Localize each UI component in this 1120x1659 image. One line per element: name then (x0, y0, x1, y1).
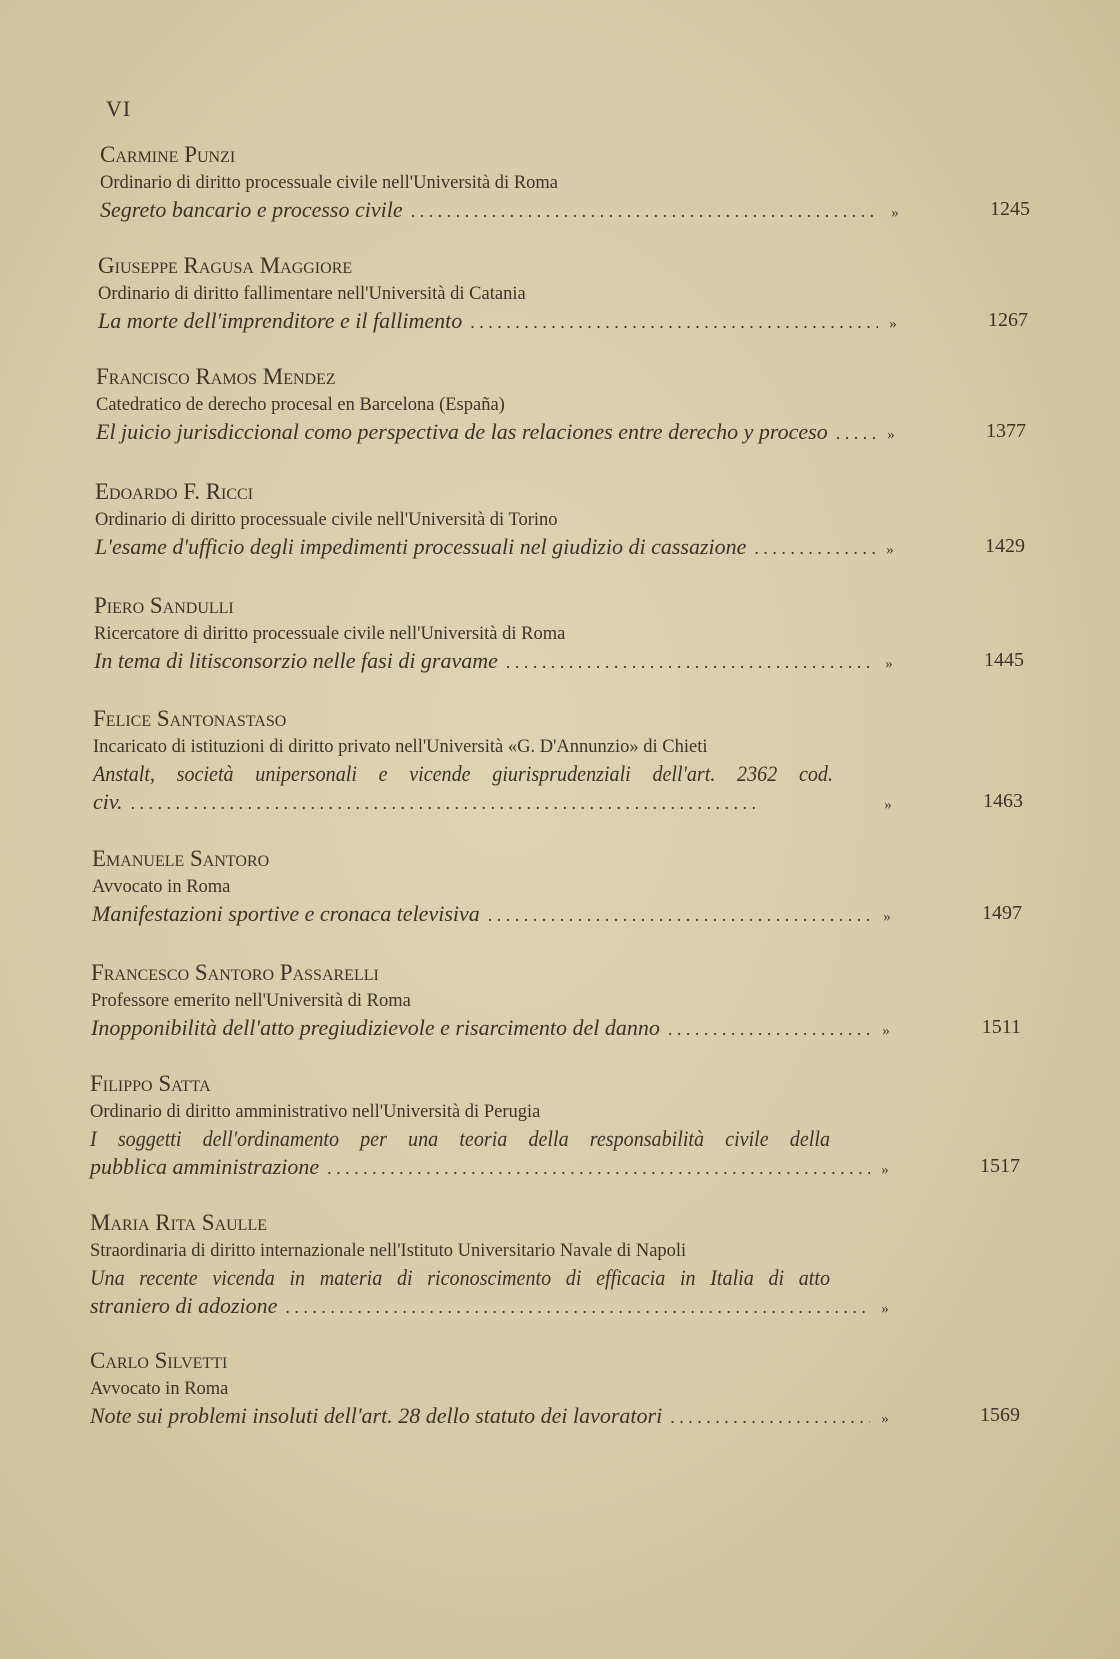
dot-leader (670, 1403, 870, 1431)
author-name: Francisco Ramos Mendez (96, 364, 336, 389)
dot-leader (836, 419, 876, 447)
toc-entry (90, 1210, 1020, 1323)
dot-leader (327, 1154, 870, 1182)
ditto-mark: » (882, 1023, 890, 1039)
article-title: Una recente vicenda in materia di riconoscimento di efficacia in Italia di atto (90, 1265, 830, 1290)
toc-entry (94, 593, 1024, 678)
author-affiliation: Incaricato di istituzioni di diritto privato nell'Università «G. D'Annunzio» di Chieti (93, 737, 708, 757)
article-title: In tema di litisconsorzio nelle fasi di gravame (94, 648, 498, 673)
article-title: pubblica amministrazione (90, 1154, 320, 1179)
article-title-line (90, 1264, 900, 1292)
page-reference: 1377 (986, 420, 1026, 442)
page-reference: 1517 (980, 1155, 1020, 1177)
toc-entry (92, 846, 1022, 931)
ditto-mark: » (887, 427, 895, 443)
toc-entry (100, 142, 1030, 227)
page-reference: 1569 (980, 1404, 1020, 1426)
page-reference: 1245 (990, 198, 1030, 220)
ditto-mark: » (883, 909, 891, 925)
author-affiliation: Ordinario di diritto amministrativo nell'Università di Perugia (90, 1102, 541, 1122)
author-affiliation: Ordinario di diritto fallimentare nell'Università di Catania (98, 284, 526, 304)
page-reference: 1497 (982, 902, 1022, 924)
ditto-mark: » (889, 316, 897, 332)
article-title-line (98, 307, 908, 338)
article-title: Inopponibilità dell'atto pregiudizievole e risarcimento del danno (91, 1015, 660, 1040)
toc-entry (96, 364, 1026, 449)
article-title-line (90, 1292, 900, 1323)
article-title-line (91, 1014, 901, 1045)
author-name: Filippo Satta (90, 1071, 211, 1096)
author-affiliation: Ordinario di diritto processuale civile nell'Università di Roma (100, 173, 559, 193)
author-affiliation: Professore emerito nell'Università di Roma (91, 991, 411, 1011)
article-title-line (90, 1125, 900, 1153)
author-affiliation: Straordinaria di diritto internazionale nell'Istituto Universitario Navale di Napoli (90, 1241, 687, 1261)
article-title: La morte dell'imprenditore e il fallimento (98, 308, 463, 333)
dot-leader (411, 197, 880, 225)
dot-leader (470, 308, 878, 336)
author-name: Francesco Santoro Passarelli (91, 960, 379, 985)
article-title: I soggetti dell'ordinamento per una teoria della responsabilità civile della (90, 1126, 830, 1151)
toc-entry (95, 479, 1025, 564)
article-title-line (90, 1153, 900, 1184)
page-reference: 1429 (985, 535, 1025, 557)
article-title-line (93, 788, 903, 819)
dot-leader (668, 1015, 871, 1043)
author-name: Edoardo F. Ricci (95, 479, 254, 504)
article-title-line (95, 533, 905, 564)
article-title-line (96, 418, 906, 449)
page-number-folio: VI (106, 96, 132, 121)
ditto-mark: » (891, 205, 899, 221)
dot-leader (506, 648, 874, 676)
article-title: straniero di adozione (90, 1293, 278, 1318)
ditto-mark: » (885, 656, 893, 672)
ditto-mark: » (881, 1411, 889, 1427)
author-name: Giuseppe Ragusa Maggiore (98, 253, 353, 278)
author-affiliation: Ordinario di diritto processuale civile nell'Università di Torino (95, 510, 558, 530)
author-name: Felice Santonastaso (93, 706, 287, 731)
toc-entry (90, 1348, 1020, 1433)
page-reference: 1511 (981, 1016, 1021, 1038)
article-title: L'esame d'ufficio degli impedimenti processuali nel giudizio di cassazione (95, 534, 747, 559)
article-title: El juicio jurisdiccional como perspectiva de las relaciones entre derecho y proceso (96, 419, 828, 444)
article-title: Note sui problemi insoluti dell'art. 28 dello statuto dei lavoratori (90, 1403, 663, 1428)
author-name: Piero Sandulli (94, 593, 234, 618)
toc-entry (98, 253, 1028, 338)
article-title-line (94, 647, 904, 678)
author-name: Maria Rita Saulle (90, 1210, 267, 1235)
ditto-mark: » (886, 542, 894, 558)
author-affiliation: Avvocato in Roma (92, 877, 231, 897)
author-affiliation: Ricercatore di diritto processuale civile nell'Università di Roma (94, 624, 566, 644)
dot-leader (285, 1293, 870, 1321)
author-name: Carmine Punzi (100, 142, 236, 167)
dot-leader (754, 534, 875, 562)
ditto-mark: » (884, 797, 892, 813)
page-reference: 1463 (983, 790, 1023, 812)
ditto-mark: » (881, 1301, 889, 1317)
author-affiliation: Catedratico de derecho procesal en Barcelona (España) (96, 395, 505, 415)
ditto-mark: » (881, 1162, 889, 1178)
article-title: Segreto bancario e processo civile (100, 197, 403, 222)
article-title: Manifestazioni sportive e cronaca televisiva (92, 901, 480, 926)
article-title-line (93, 760, 903, 788)
article-title: Anstalt, società unipersonali e vicende giurisprudenziali dell'art. 2362 cod. (93, 761, 833, 786)
toc-entry (90, 1071, 1020, 1184)
article-title: civ. (93, 789, 123, 814)
article-title-line (92, 900, 902, 931)
author-name: Carlo Silvetti (90, 1348, 228, 1373)
author-name: Emanuele Santoro (92, 846, 270, 871)
dot-leader (131, 789, 873, 817)
dot-leader (488, 901, 872, 929)
article-title-line (90, 1402, 900, 1433)
toc-entry (93, 706, 1023, 819)
page-reference: 1445 (984, 649, 1024, 671)
article-title-line (100, 196, 910, 227)
toc-entry (91, 960, 1021, 1045)
author-affiliation: Avvocato in Roma (90, 1379, 229, 1399)
page-reference: 1267 (988, 309, 1028, 331)
